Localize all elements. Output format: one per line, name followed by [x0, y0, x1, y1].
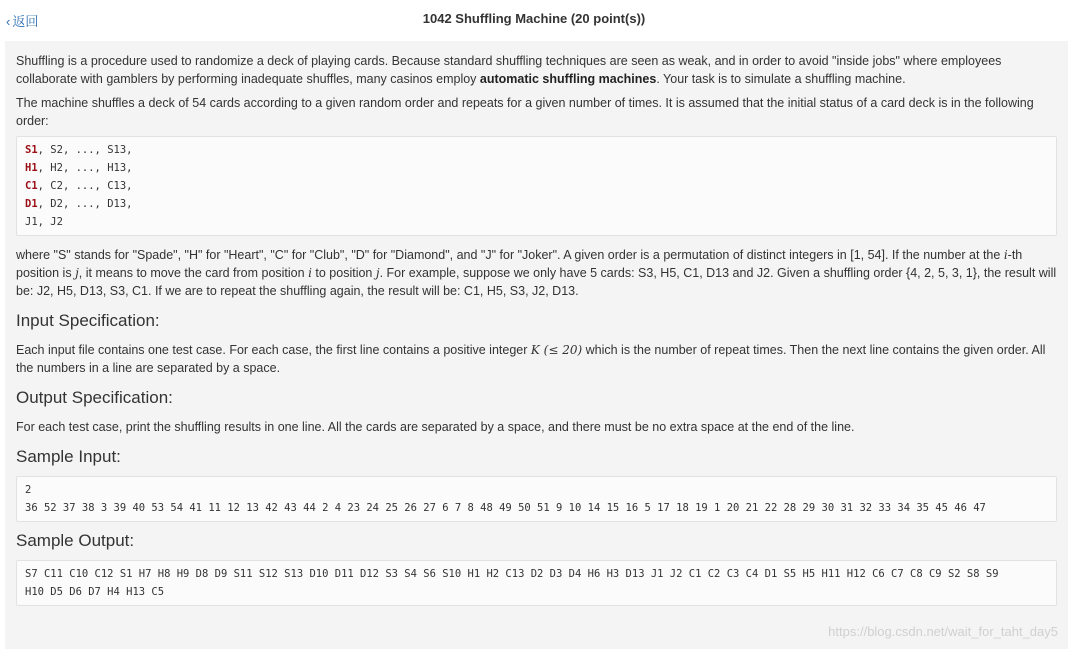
sample-input-line-1: 2 — [25, 484, 32, 496]
input-spec-a: Each input file contains one test case. For each case, the first line contains a positive integer — [16, 343, 531, 357]
p3-c: , it means to move the card from position — [78, 266, 309, 280]
deck-rest-2: , C2, ..., C13, — [37, 180, 133, 192]
p3-i2: i — [308, 266, 312, 280]
deck-lead-1: H1 — [25, 162, 38, 174]
input-spec-math: K (≤ 20) — [530, 343, 583, 357]
page-title: 1042 Shuffling Machine (20 point(s)) — [422, 11, 646, 26]
p3-b: -th position is — [16, 248, 1023, 280]
p3-j: j — [75, 266, 79, 280]
input-spec-text — [16, 341, 1057, 377]
watermark: https://blog.csdn.net/wait_for_taht_day5 — [828, 624, 1058, 639]
p1-bold: automatic shuffling machines — [479, 72, 657, 86]
p3-i: i — [1003, 248, 1008, 262]
p3-a: where "S" stands for "Spade", "H" for "Heart", "C" for "Club", "D" for "Diamond", and "J" for "Joker". A given order is a permutation of distinct integers in [1, 54]. If the number at the — [16, 248, 1004, 262]
p1-post: . Your task is to simulate a shuffling machine. — [656, 72, 906, 86]
sample-input-block[interactable] — [16, 476, 1057, 522]
input-spec-b: which is the number of repeat times. Then the next line contains the given order. All the numbers in a line are separated by a space. — [16, 343, 1046, 375]
p3-j2: j — [375, 266, 380, 280]
input-spec-heading: Input Specification: — [16, 311, 160, 330]
chevron-left-icon: ‹ — [6, 14, 11, 29]
sample-output-line-1: S7 C11 C10 C12 S1 H7 H8 H9 D8 D9 S11 S12 S13 D10 D11 D12 S3 S4 S6 S10 H1 H2 C13 D2 D3 D4 H6 H3 D13 J1 J2 C1 C2 C3 C4 D1 S5 H5 H11 H12 C6 C7 C8 C9 S2 S8 S9 — [25, 568, 999, 580]
p1-text: Shuffling is a procedure used to randomize a deck of playing cards. Because standard shuffling techniques are seen as weak, and in order to avoid "inside jobs" where employees collaborate with gamblers by performing inadequate shuffles, many casinos employ — [16, 54, 1002, 86]
deck-rest-4: J1, J2 — [25, 216, 63, 228]
sample-output-heading: Sample Output: — [16, 531, 135, 550]
back-label: 返回 — [12, 14, 39, 29]
p3-e: . For example, suppose we only have 5 cards: S3, H5, C1, D13 and J2. Given a shuffling order {4, 2, 5, 3, 1}, the result will be: J2, H5, D13, S3, C1. If we are to repeat the shuffling again, the result will be: C1, H5, S3, J2, D13. — [16, 266, 1057, 298]
output-spec-heading: Output Specification: — [16, 388, 173, 407]
problem-paragraph-1 — [16, 52, 1057, 88]
p3-d: to position — [311, 266, 376, 280]
sample-input-line-2: 36 52 37 38 3 39 40 53 54 41 11 12 13 42 43 44 2 4 23 24 25 26 27 6 7 8 48 49 50 51 9 10 14 15 16 5 17 18 19 1 20 21 22 28 29 30 31 32 33 34 35 45 46 47 — [25, 502, 986, 514]
deck-rest-0: , S2, ..., S13, — [37, 144, 133, 156]
sample-output-block[interactable] — [16, 560, 1057, 606]
problem-paragraph-3 — [16, 246, 1057, 300]
output-spec-text: For each test case, print the shuffling results in one line. All the cards are separated by a space, and there must be no extra space at the end of the line. — [16, 420, 855, 434]
problem-panel — [5, 41, 1068, 649]
top-bar — [0, 0, 1068, 40]
deck-lead-3: D1 — [25, 198, 38, 210]
deck-rest-3: , D2, ..., D13, — [37, 198, 133, 210]
sample-input-heading: Sample Input: — [16, 447, 121, 466]
deck-rest-1: , H2, ..., H13, — [37, 162, 133, 174]
problem-paragraph-2: The machine shuffles a deck of 54 cards according to a given random order and repeats for a given number of times. It is assumed that the initial status of a card deck is in the following order: — [16, 96, 1034, 128]
deck-lead-2: C1 — [25, 180, 38, 192]
deck-lead-0: S1 — [25, 144, 38, 156]
sample-output-line-2: H10 D5 D6 D7 H4 H13 C5 — [25, 586, 165, 598]
deck-code-block — [16, 136, 1057, 236]
